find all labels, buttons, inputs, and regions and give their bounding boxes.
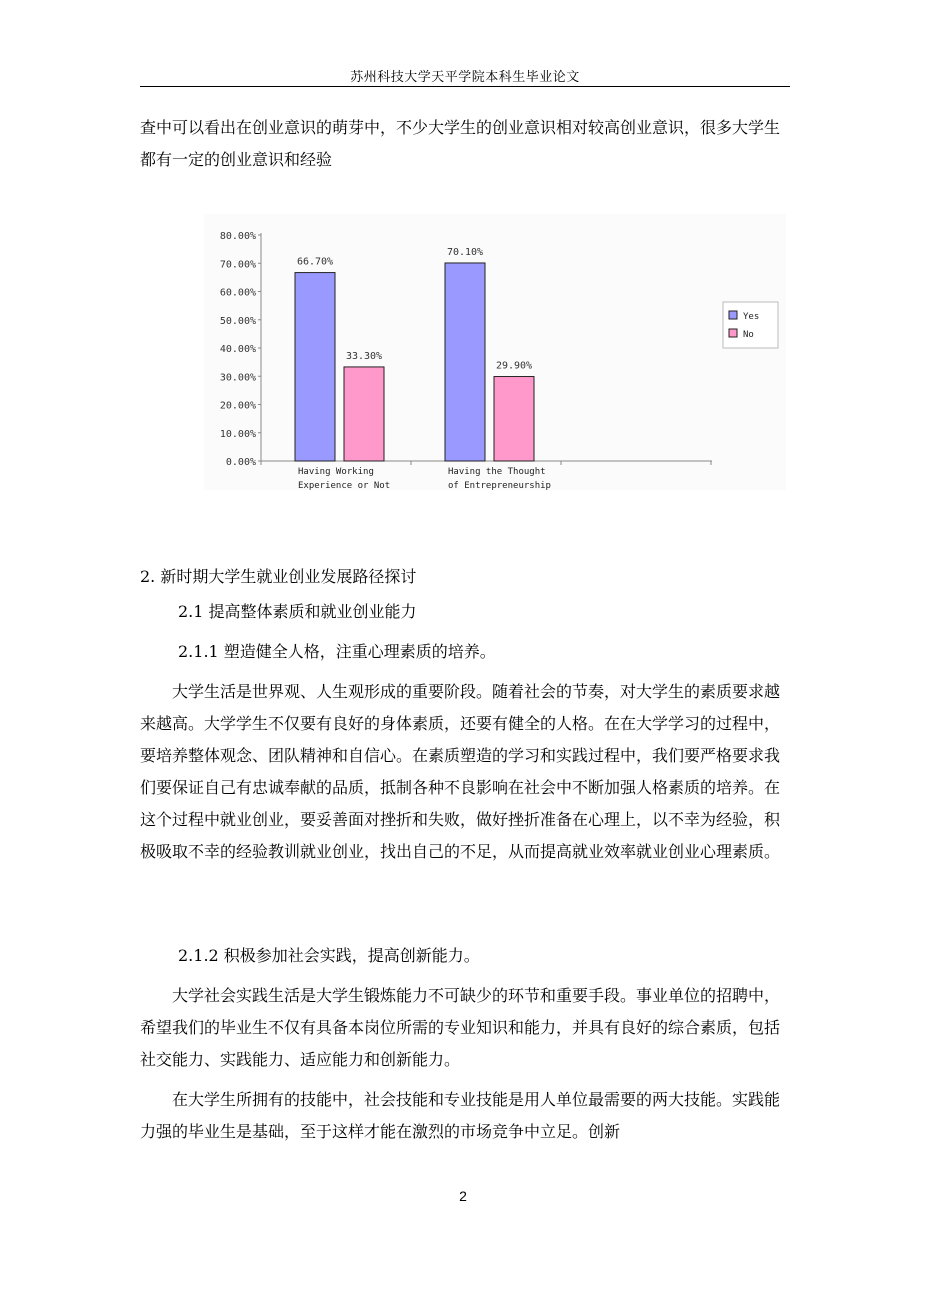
header-rule xyxy=(140,86,790,87)
bar-chart xyxy=(204,214,786,490)
bar-yes xyxy=(295,273,335,461)
y-tick-label: 80.00% xyxy=(219,231,256,242)
legend-label-no: No xyxy=(743,330,754,340)
x-category-label: Experience or Not xyxy=(298,481,391,490)
sub-section-heading: 2.1 提高整体素质和就业创业能力 xyxy=(178,602,417,621)
y-tick-label: 40.00% xyxy=(219,344,256,355)
y-tick-label: 50.00% xyxy=(219,315,256,327)
x-category-label: Having Working xyxy=(298,467,374,477)
y-tick-label: 60.00% xyxy=(219,287,256,299)
sub-sub-heading-2: 2.1.2 积极参加社会实践，提高创新能力。 xyxy=(178,946,480,965)
legend-label-yes: Yes xyxy=(743,312,760,322)
y-tick-label: 30.00% xyxy=(219,372,256,384)
sub-sub-heading-1: 2.1.1 塑造健全人格，注重心理素质的培养。 xyxy=(178,642,496,661)
data-label: 29.90% xyxy=(495,360,533,372)
data-label: 33.30% xyxy=(345,350,383,362)
page-header: 苏州科技大学天平学院本科生毕业论文 xyxy=(350,70,580,85)
x-category-label: Having the Thought xyxy=(448,467,546,477)
bar-yes xyxy=(445,263,485,461)
y-tick-label: 10.00% xyxy=(219,428,256,440)
section-heading: 2. 新时期大学生就业创业发展路径探讨 xyxy=(140,567,417,586)
body-paragraph-1: 大学生活是世界观、人生观形成的重要阶段。随着社会的节奏，对大学生的素质要求越来越高。大学学生不仅要有良好的身体素质，还要有健全的人格。在在大学学习的过程中，要培养整体观念、团队精神和自信心。在素质塑造的学习和实践过程中，我们要严格要求我们要保证自己有忠诚奉献的品质，抵制各种不良影响在社会中不断加强人格素质的培养。在这个过程中就业创业，要妥善面对挫折和失败，做好挫折准备在心理上，以不幸为经验，积极吸取不幸的经验教训就业创业，找出自己的不足，从而提高就业效率就业创业心理素质。 xyxy=(140,682,781,861)
x-category-label: of Entrepreneurship xyxy=(448,481,551,490)
bar-chart-svg xyxy=(204,214,786,490)
bar-no xyxy=(344,367,384,461)
legend-swatch-yes xyxy=(729,311,737,319)
page-number: 2 xyxy=(459,1188,467,1204)
intro-paragraph: 查中可以看出在创业意识的萌芽中，不少大学生的创业意识相对较高创业意识，很多大学生都有一定的创业意识和经验 xyxy=(140,118,781,169)
y-tick-label: 0.00% xyxy=(225,457,256,468)
legend-box xyxy=(723,302,778,348)
y-tick-label: 20.00% xyxy=(219,400,256,412)
body-paragraph-2: 大学社会实践生活是大学生锻炼能力不可缺少的环节和重要手段。事业单位的招聘中，希望我们的毕业生不仅有具备本岗位所需的专业知识和能力，并具有良好的综合素质，包括社交能力、实践能力、适应能力和创新能力。 xyxy=(140,986,781,1069)
y-tick-label: 70.00% xyxy=(219,259,256,271)
data-label: 70.10% xyxy=(446,246,484,258)
bar-no xyxy=(494,377,534,461)
body-paragraph-3: 在大学生所拥有的技能中，社会技能和专业技能是用人单位最需要的两大技能。实践能力强的毕业生是基础，至于这样才能在激烈的市场竞争中立足。创新 xyxy=(140,1090,781,1141)
legend-swatch-no xyxy=(729,329,737,337)
data-label: 66.70% xyxy=(296,256,334,268)
